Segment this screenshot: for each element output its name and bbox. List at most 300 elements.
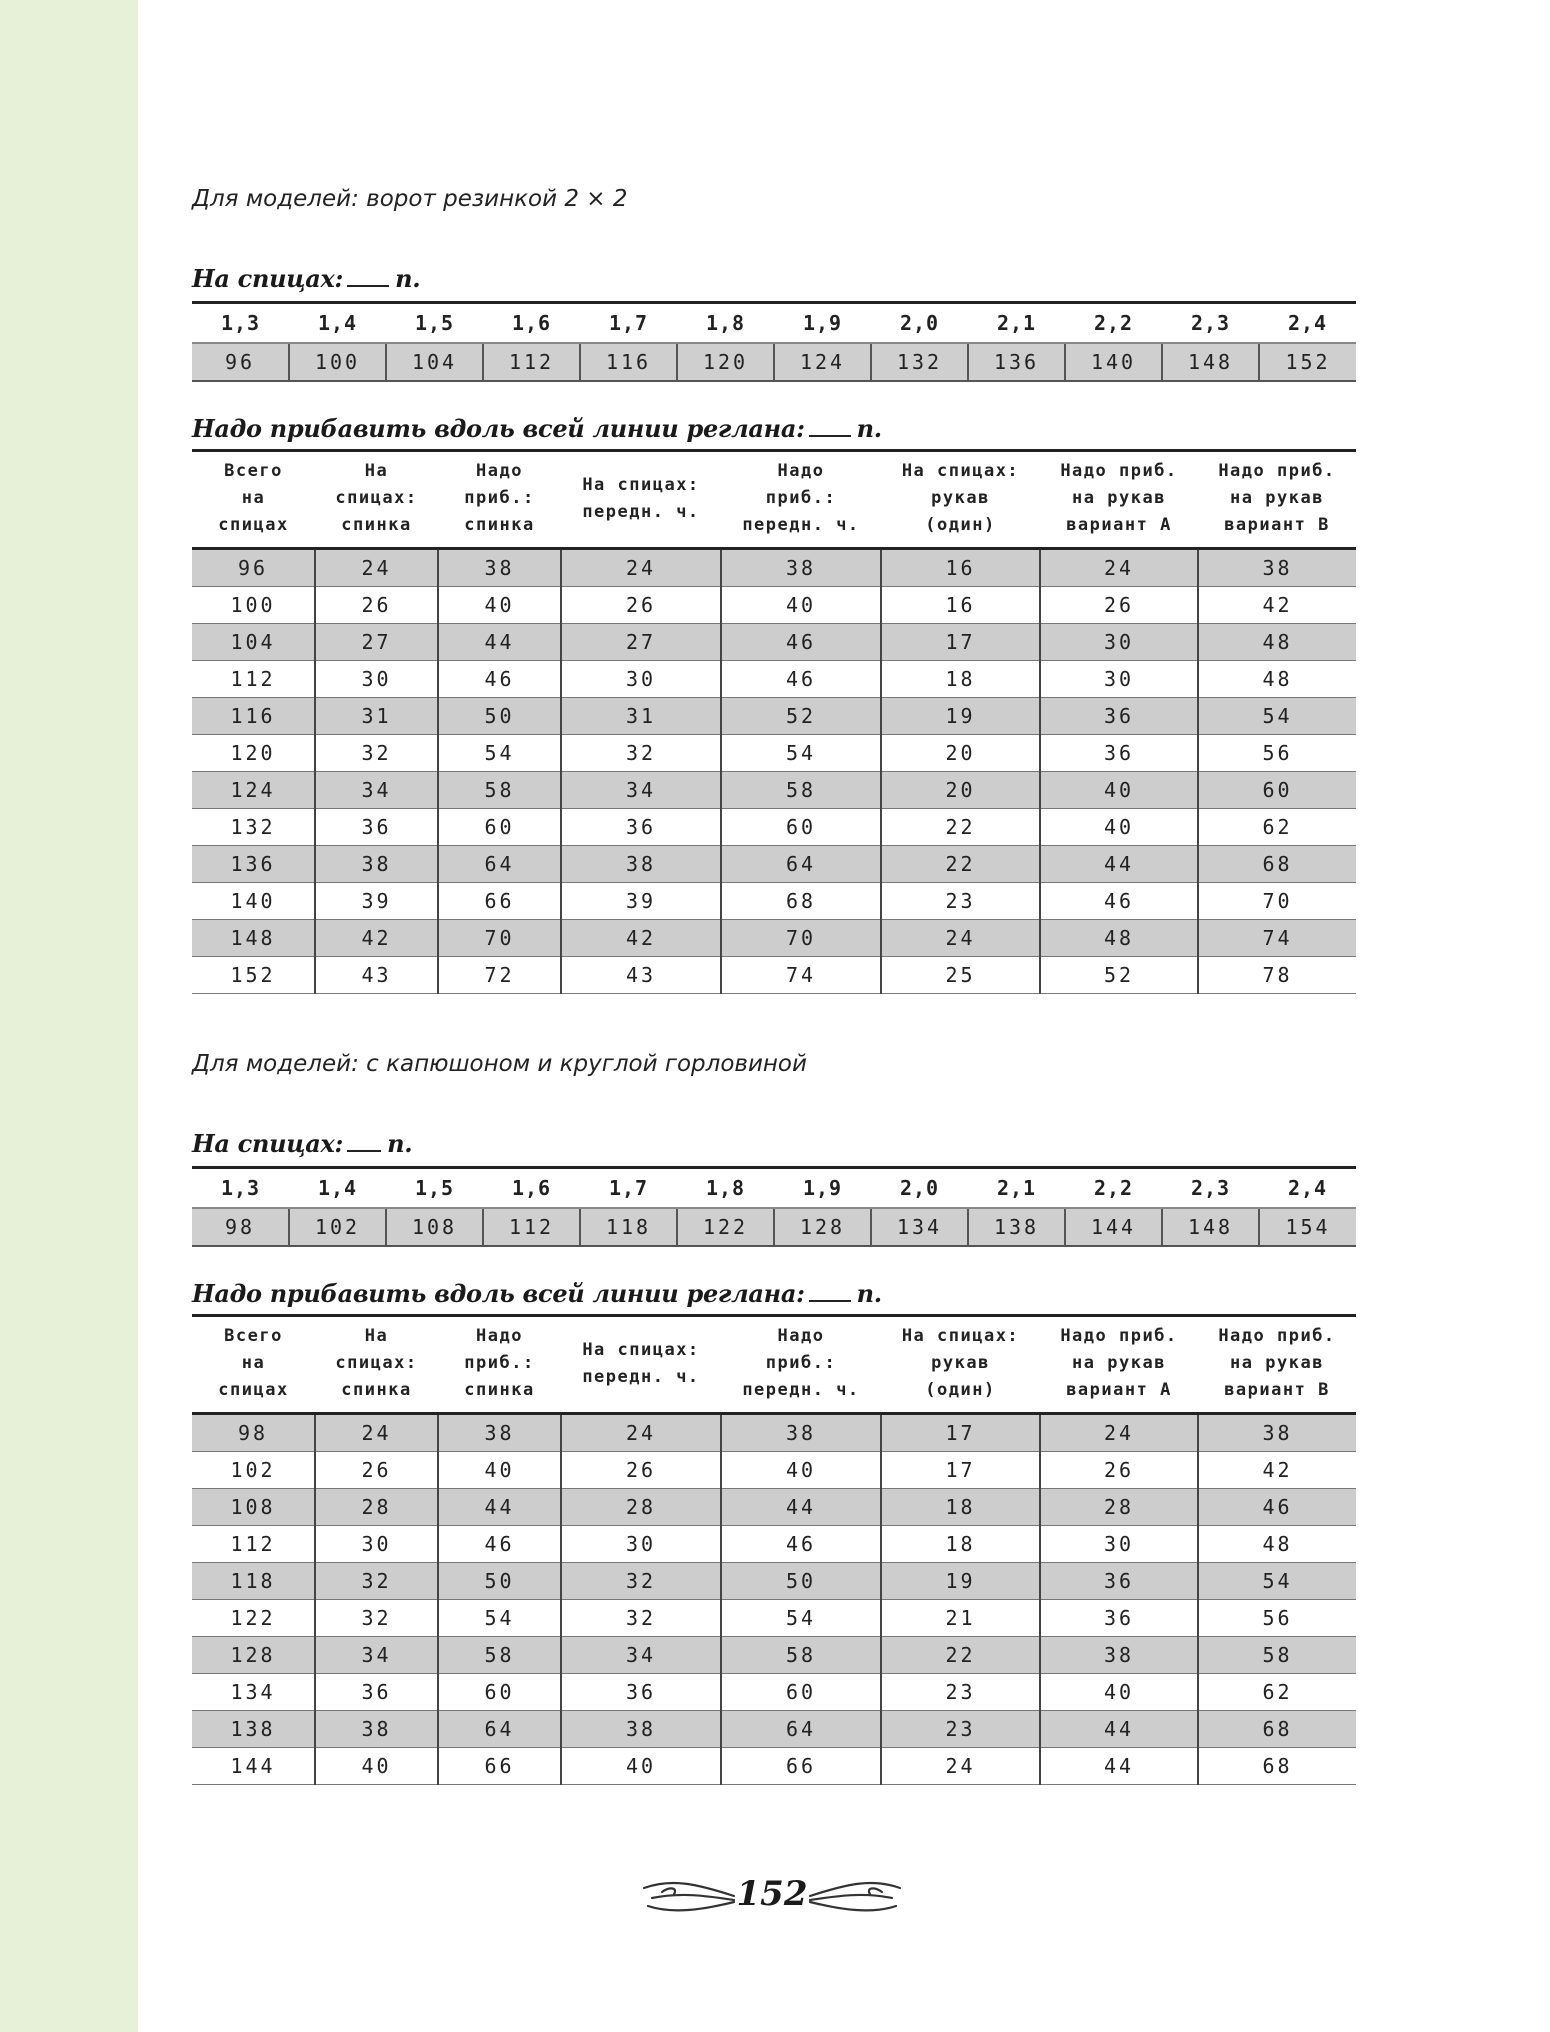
table-cell: 38 [315, 846, 438, 883]
table-cell: 38 [315, 1711, 438, 1748]
table-cell: 46 [1198, 1489, 1356, 1526]
table-row [192, 1637, 1356, 1674]
table-cell: 78 [1198, 957, 1356, 994]
column-header [881, 1316, 1040, 1414]
column-header-line: Всего [224, 1326, 283, 1346]
table-cell: 34 [561, 1637, 721, 1674]
table-cell: 38 [1198, 549, 1356, 587]
column-header-line: На спицах: [582, 1339, 700, 1360]
raglan-label-suffix: п. [856, 414, 882, 443]
table-cell: 134 [192, 1674, 315, 1711]
blank-line [809, 1284, 851, 1302]
table-row [192, 1600, 1356, 1637]
table-row [192, 624, 1356, 661]
needle-size-table [192, 1166, 1356, 1247]
needle-size-table [192, 301, 1356, 382]
needles-label-suffix: п. [395, 264, 421, 293]
stitch-count-cell: 134 [871, 1208, 968, 1246]
column-header [438, 1316, 561, 1414]
table-cell: 104 [192, 624, 315, 661]
table-cell: 102 [192, 1452, 315, 1489]
table-cell: 62 [1198, 1674, 1356, 1711]
column-header-line: приб.: [765, 488, 837, 508]
needles-label [192, 1129, 1356, 1158]
table-cell: 42 [1198, 587, 1356, 624]
table-cell: 28 [315, 1489, 438, 1526]
table-cell: 56 [1198, 735, 1356, 772]
table-cell: 36 [561, 1674, 721, 1711]
column-header-line: спинка [464, 1380, 535, 1400]
stitch-count-cell: 154 [1259, 1208, 1356, 1246]
column-header [315, 1316, 438, 1414]
table-cell: 40 [561, 1748, 721, 1785]
table-cell: 18 [881, 1526, 1040, 1563]
page-margin-strip [0, 0, 138, 2032]
column-header-line: Всего [224, 461, 283, 481]
needles-label-prefix: На спицах: [192, 1129, 344, 1158]
table-cell: 68 [1198, 1711, 1356, 1748]
stitch-count-cell: 102 [289, 1208, 386, 1246]
table-cell: 18 [881, 661, 1040, 698]
raglan-label-prefix: Надо прибавить вдоль всей линии реглана: [192, 414, 805, 443]
table-cell: 30 [561, 661, 721, 698]
column-header-line: На спицах: [901, 1326, 1020, 1346]
column-header-line: вариант А [1066, 515, 1172, 535]
table-cell: 52 [721, 698, 881, 735]
table-cell: 36 [561, 809, 721, 846]
table-cell: 34 [315, 772, 438, 809]
column-header-line: вариант В [1224, 515, 1330, 535]
column-header-line: вариант А [1066, 1380, 1172, 1400]
needle-size-cell: 1,9 [802, 311, 843, 335]
table-cell: 38 [721, 549, 881, 587]
table-cell: 118 [192, 1563, 315, 1600]
stitch-count-cell: 98 [192, 1208, 289, 1246]
table-cell: 44 [1040, 1748, 1198, 1785]
column-header-line: передн. ч. [742, 1380, 860, 1400]
table-cell: 108 [192, 1489, 315, 1526]
needle-size-row [192, 303, 1356, 344]
table-cell: 60 [438, 1674, 561, 1711]
table-cell: 38 [561, 1711, 721, 1748]
column-header [192, 1316, 315, 1414]
stitch-count-cell: 144 [1065, 1208, 1162, 1246]
table-cell: 40 [438, 587, 561, 624]
stitch-count-cell: 108 [386, 1208, 483, 1246]
column-header-line: Надо [777, 461, 825, 481]
needle-size-cell: 2,4 [1287, 1176, 1328, 1200]
table-cell: 66 [721, 1748, 881, 1785]
column-header-line: Надо приб. [1218, 461, 1336, 481]
table-cell: 48 [1198, 661, 1356, 698]
table-cell: 74 [721, 957, 881, 994]
column-header-line: спицах [218, 1380, 289, 1400]
stitch-count-cell: 112 [483, 343, 580, 381]
needle-size-cell: 2,1 [996, 1176, 1037, 1200]
table-row [192, 1414, 1356, 1452]
stitch-count-cell: 132 [871, 343, 968, 381]
table-cell: 70 [1198, 883, 1356, 920]
table-cell: 112 [192, 661, 315, 698]
needle-size-row [192, 1168, 1356, 1209]
table-cell: 64 [438, 846, 561, 883]
table-cell: 22 [881, 1637, 1040, 1674]
table-cell: 46 [438, 1526, 561, 1563]
table-cell: 38 [721, 1414, 881, 1452]
column-header-line: На спицах: [582, 474, 700, 495]
table-cell: 43 [315, 957, 438, 994]
table-cell: 48 [1198, 624, 1356, 661]
table-cell: 43 [561, 957, 721, 994]
column-header [721, 451, 881, 549]
column-header-line: на рукав [1072, 488, 1166, 508]
table-cell: 136 [192, 846, 315, 883]
table-cell: 28 [561, 1489, 721, 1526]
column-header [1040, 1316, 1198, 1414]
needle-size-cell: 1,8 [705, 1176, 746, 1200]
table-cell: 98 [192, 1414, 315, 1452]
table-cell: 36 [315, 1674, 438, 1711]
column-header-line: Надо приб. [1060, 1326, 1178, 1346]
column-header [315, 451, 438, 549]
needle-size-cell: 2,2 [1093, 311, 1134, 335]
table-cell: 30 [315, 1526, 438, 1563]
table-header-row [192, 451, 1356, 549]
table-cell: 56 [1198, 1600, 1356, 1637]
table-cell: 21 [881, 1600, 1040, 1637]
table-cell: 26 [1040, 1452, 1198, 1489]
table-cell: 28 [1040, 1489, 1198, 1526]
column-header-line: на [241, 1353, 266, 1373]
table-cell: 120 [192, 735, 315, 772]
table-cell: 38 [561, 846, 721, 883]
table-cell: 38 [1198, 1414, 1356, 1452]
table-cell: 124 [192, 772, 315, 809]
needle-size-cell: 2,0 [899, 1176, 940, 1200]
stitch-count-cell: 148 [1162, 343, 1259, 381]
table-cell: 39 [561, 883, 721, 920]
table-cell: 54 [438, 735, 561, 772]
column-header [438, 451, 561, 549]
table-row [192, 698, 1356, 735]
table-cell: 60 [1198, 772, 1356, 809]
stitch-count-cell: 140 [1065, 343, 1162, 381]
column-header-line: спицах [218, 515, 289, 535]
table-cell: 42 [1198, 1452, 1356, 1489]
table-cell: 26 [315, 587, 438, 624]
table-cell: 24 [315, 549, 438, 587]
needle-size-cell: 1,5 [414, 311, 455, 335]
table-cell: 44 [1040, 1711, 1198, 1748]
table-cell: 70 [721, 920, 881, 957]
table-cell: 100 [192, 587, 315, 624]
table-cell: 58 [438, 772, 561, 809]
column-header [881, 451, 1040, 549]
table-cell: 74 [1198, 920, 1356, 957]
table-cell: 50 [721, 1563, 881, 1600]
stitch-count-cell: 136 [968, 343, 1065, 381]
table-cell: 68 [1198, 1748, 1356, 1785]
raglan-label [192, 414, 1356, 443]
table-cell: 30 [561, 1526, 721, 1563]
table-cell: 18 [881, 1489, 1040, 1526]
section-heading: Для моделей: с капюшоном и круглой горловиной [192, 1051, 807, 1077]
column-header-line: спинка [464, 515, 535, 535]
table-cell: 19 [881, 698, 1040, 735]
table-cell: 38 [438, 549, 561, 587]
needles-label [192, 264, 1356, 293]
table-cell: 40 [1040, 1674, 1198, 1711]
column-header-line: передн. ч. [582, 501, 700, 522]
table-cell: 152 [192, 957, 315, 994]
column-header-line: (один) [925, 515, 996, 535]
needle-size-cell: 1,3 [220, 1176, 261, 1200]
table-cell: 66 [438, 883, 561, 920]
table-cell: 23 [881, 1711, 1040, 1748]
table-cell: 122 [192, 1600, 315, 1637]
table-cell: 44 [721, 1489, 881, 1526]
needle-size-cell: 2,3 [1190, 1176, 1231, 1200]
table-row [192, 1674, 1356, 1711]
table-cell: 30 [1040, 624, 1198, 661]
stitch-count-cell: 122 [677, 1208, 774, 1246]
column-header-line: на рукав [1230, 1353, 1324, 1373]
column-header [1198, 451, 1356, 549]
column-header-line: на рукав [1230, 488, 1324, 508]
table-cell: 40 [438, 1452, 561, 1489]
table-cell: 36 [1040, 698, 1198, 735]
needle-size-cell: 2,4 [1287, 311, 1328, 335]
column-header [721, 1316, 881, 1414]
table-cell: 30 [1040, 661, 1198, 698]
column-header-line: на рукав [1072, 1353, 1166, 1373]
table-cell: 44 [1040, 846, 1198, 883]
table-row [192, 1748, 1356, 1785]
table-cell: 32 [315, 735, 438, 772]
table-cell: 46 [721, 1526, 881, 1563]
table-cell: 16 [881, 587, 1040, 624]
table-cell: 68 [721, 883, 881, 920]
table-row [192, 1452, 1356, 1489]
table-cell: 24 [315, 1414, 438, 1452]
table-cell: 96 [192, 549, 315, 587]
table-cell: 138 [192, 1711, 315, 1748]
table-cell: 19 [881, 1563, 1040, 1600]
table-row [192, 1489, 1356, 1526]
stitch-count-cell: 120 [677, 343, 774, 381]
table-cell: 20 [881, 735, 1040, 772]
blank-line [347, 269, 389, 287]
stitch-count-cell: 118 [580, 1208, 677, 1246]
table-cell: 25 [881, 957, 1040, 994]
table-cell: 17 [881, 1414, 1040, 1452]
stitch-count-cell: 100 [289, 343, 386, 381]
needle-size-cell: 1,7 [608, 311, 649, 335]
stitch-count-cell: 96 [192, 343, 289, 381]
table-cell: 54 [721, 1600, 881, 1637]
table-row [192, 1711, 1356, 1748]
column-header [192, 451, 315, 549]
table-cell: 54 [438, 1600, 561, 1637]
table-cell: 24 [881, 1748, 1040, 1785]
table-cell: 64 [721, 846, 881, 883]
needle-size-cell: 1,9 [802, 1176, 843, 1200]
table-row [192, 1563, 1356, 1600]
table-cell: 26 [561, 1452, 721, 1489]
column-header-line: Надо приб. [1060, 461, 1178, 481]
table-cell: 32 [315, 1563, 438, 1600]
table-cell: 24 [1040, 1414, 1198, 1452]
table-row [192, 957, 1356, 994]
needle-size-cell: 1,6 [511, 311, 552, 335]
table-cell: 58 [721, 772, 881, 809]
needle-size-cell: 2,1 [996, 311, 1037, 335]
table-cell: 20 [881, 772, 1040, 809]
table-cell: 34 [315, 1637, 438, 1674]
table-cell: 40 [721, 587, 881, 624]
table-cell: 48 [1198, 1526, 1356, 1563]
raglan-label-prefix: Надо прибавить вдоль всей линии реглана: [192, 1279, 805, 1308]
needle-size-cell: 1,5 [414, 1176, 455, 1200]
stitch-count-cell: 148 [1162, 1208, 1259, 1246]
table-cell: 38 [1040, 1637, 1198, 1674]
table-cell: 36 [1040, 735, 1198, 772]
table-cell: 22 [881, 846, 1040, 883]
column-header-line: (один) [925, 1380, 996, 1400]
table-cell: 68 [1198, 846, 1356, 883]
table-row [192, 661, 1356, 698]
table-cell: 50 [438, 698, 561, 735]
stitch-count-cell: 152 [1259, 343, 1356, 381]
table-cell: 58 [438, 1637, 561, 1674]
table-cell: 24 [1040, 549, 1198, 587]
table-cell: 46 [438, 661, 561, 698]
column-header-line: спицах: [335, 488, 418, 508]
table-cell: 62 [1198, 809, 1356, 846]
blank-line [809, 419, 851, 437]
table-cell: 54 [1198, 1563, 1356, 1600]
needle-size-cell: 1,4 [317, 1176, 358, 1200]
table-cell: 44 [438, 1489, 561, 1526]
table-cell: 40 [1040, 772, 1198, 809]
table-cell: 40 [1040, 809, 1198, 846]
column-header [561, 451, 721, 549]
table-cell: 58 [721, 1637, 881, 1674]
table-cell: 64 [721, 1711, 881, 1748]
column-header-line: На [364, 461, 389, 481]
table-cell: 60 [721, 809, 881, 846]
column-header-line: приб.: [464, 1353, 535, 1373]
page-footer [642, 1870, 902, 1926]
table-cell: 148 [192, 920, 315, 957]
needle-size-cell: 1,4 [317, 311, 358, 335]
table-cell: 34 [561, 772, 721, 809]
column-header-line: Надо приб. [1218, 1326, 1336, 1346]
raglan-increase-table [192, 449, 1356, 994]
table-cell: 54 [721, 735, 881, 772]
table-cell: 26 [561, 587, 721, 624]
table-cell: 17 [881, 1452, 1040, 1489]
table-cell: 39 [315, 883, 438, 920]
table-cell: 32 [315, 1600, 438, 1637]
column-header-line: рукав [931, 488, 990, 508]
column-header-line: спинка [341, 515, 412, 535]
column-header-line: спинка [341, 1380, 412, 1400]
table-cell: 31 [561, 698, 721, 735]
table-cell: 27 [561, 624, 721, 661]
column-header-line: передн. ч. [582, 1366, 700, 1387]
table-row [192, 920, 1356, 957]
table-cell: 116 [192, 698, 315, 735]
table-row [192, 809, 1356, 846]
table-cell: 32 [561, 1600, 721, 1637]
table-row [192, 549, 1356, 587]
table-cell: 16 [881, 549, 1040, 587]
table-cell: 36 [1040, 1563, 1198, 1600]
column-header-line: приб.: [765, 1353, 837, 1373]
column-header-line: На [364, 1326, 389, 1346]
table-cell: 58 [1198, 1637, 1356, 1674]
stitch-count-cell: 112 [483, 1208, 580, 1246]
table-cell: 40 [721, 1452, 881, 1489]
column-header-line: На спицах: [901, 461, 1020, 481]
raglan-label-suffix: п. [856, 1279, 882, 1308]
table-cell: 144 [192, 1748, 315, 1785]
table-cell: 24 [881, 920, 1040, 957]
needle-size-cell: 2,2 [1093, 1176, 1134, 1200]
table-row [192, 846, 1356, 883]
table-cell: 17 [881, 624, 1040, 661]
table-cell: 30 [315, 661, 438, 698]
table-cell: 31 [315, 698, 438, 735]
table-cell: 112 [192, 1526, 315, 1563]
table-cell: 60 [721, 1674, 881, 1711]
table-cell: 36 [315, 809, 438, 846]
stitch-count-row [192, 1208, 1356, 1246]
table-cell: 40 [315, 1748, 438, 1785]
table-cell: 42 [315, 920, 438, 957]
table-cell: 23 [881, 1674, 1040, 1711]
table-cell: 30 [1040, 1526, 1198, 1563]
needles-label-suffix: п. [387, 1129, 413, 1158]
table-cell: 52 [1040, 957, 1198, 994]
column-header-line: Надо [476, 461, 523, 481]
table-cell: 42 [561, 920, 721, 957]
needle-size-cell: 1,3 [220, 311, 261, 335]
column-header-line: приб.: [464, 488, 535, 508]
stitch-count-cell: 138 [968, 1208, 1065, 1246]
table-row [192, 1526, 1356, 1563]
table-cell: 48 [1040, 920, 1198, 957]
table-cell: 32 [561, 735, 721, 772]
section-hood-round-neck [192, 1051, 1356, 1785]
table-cell: 54 [1198, 698, 1356, 735]
table-row [192, 587, 1356, 624]
table-header-row [192, 1316, 1356, 1414]
table-row [192, 735, 1356, 772]
page-number: 152 [736, 1874, 808, 1914]
section-collar-rib [192, 186, 1356, 994]
stitch-count-cell: 104 [386, 343, 483, 381]
table-cell: 50 [438, 1563, 561, 1600]
table-cell: 44 [438, 624, 561, 661]
raglan-label [192, 1279, 1356, 1308]
table-cell: 26 [1040, 587, 1198, 624]
table-cell: 66 [438, 1748, 561, 1785]
stitch-count-cell: 116 [580, 343, 677, 381]
column-header-line: Надо [476, 1326, 523, 1346]
column-header-line: Надо [777, 1326, 825, 1346]
